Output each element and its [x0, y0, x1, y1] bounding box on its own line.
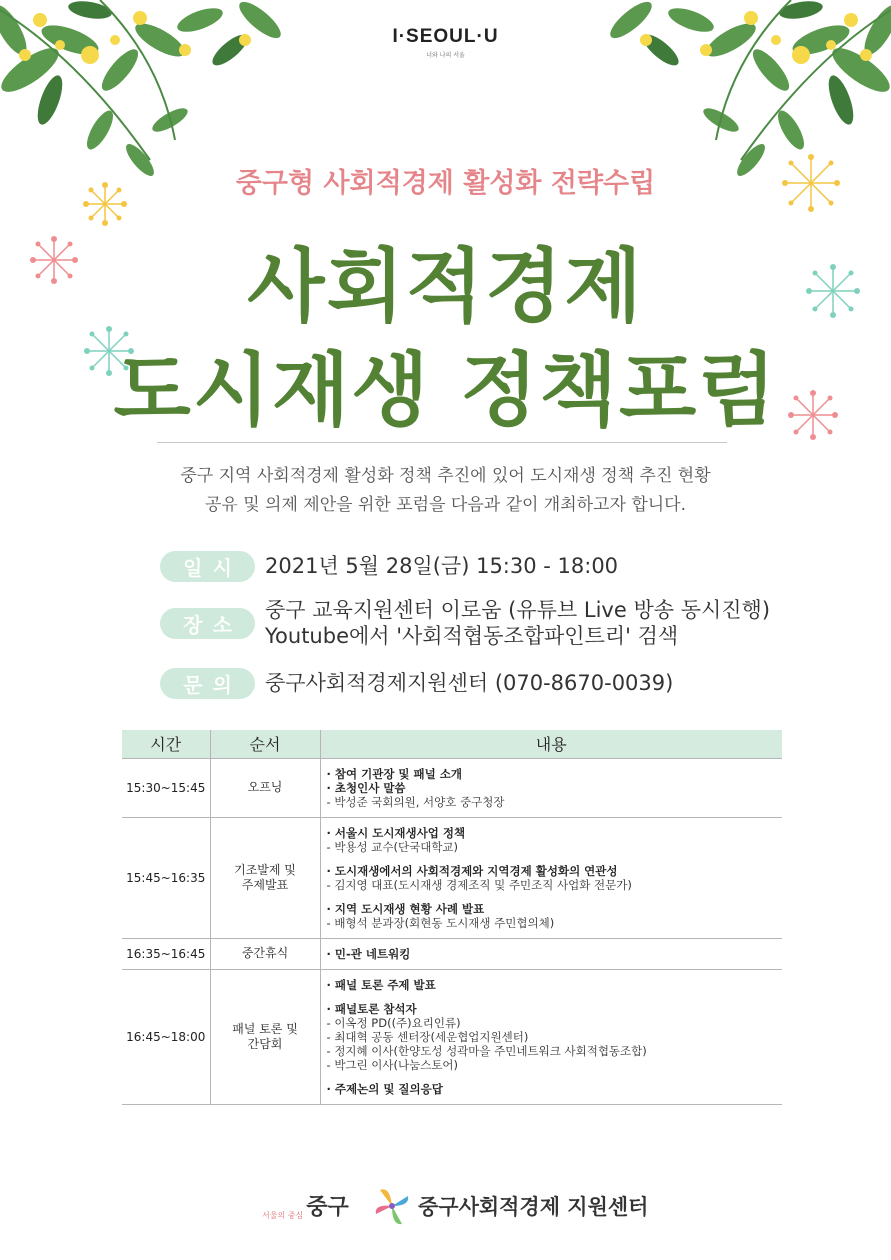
- content-detail: - 이옥정 PD((주)요리인류): [327, 1016, 777, 1030]
- place-row: [160, 598, 771, 649]
- table-row: [122, 817, 782, 938]
- pinwheel-icon: [372, 1184, 412, 1228]
- content-detail: - 박그린 이사(나눔스토어): [327, 1058, 777, 1072]
- content-detail: - 최대혁 공동 센터장(세운협업지원센터): [327, 1030, 777, 1044]
- date-label-char2: 시: [212, 556, 232, 580]
- schedule-order-line: 중간휴식: [241, 946, 289, 960]
- schedule-order-line: 간담회: [247, 1036, 283, 1051]
- date-value: 2021년 5월 28일(금) 15:30 - 18:00: [265, 554, 619, 578]
- schedule-order-line: 오프닝: [247, 780, 283, 794]
- content-item: · 서울시 도시재생사업 정책: [327, 826, 777, 840]
- schedule-content: [320, 817, 782, 938]
- schedule-time: 15:30~15:45: [122, 758, 210, 817]
- schedule-content: [320, 938, 782, 969]
- date-row: [160, 551, 618, 582]
- content-item: · 참여 기관장 및 패널 소개: [327, 767, 777, 781]
- schedule-order: [210, 938, 320, 969]
- contact-row: [160, 668, 673, 699]
- divider: [157, 442, 727, 443]
- schedule-header-row: [122, 730, 782, 758]
- seoul-logo-subtext: 너와 나의 서울: [426, 52, 465, 59]
- contact-label-char1: 문: [183, 673, 203, 697]
- schedule-time: 16:45~18:00: [122, 969, 210, 1104]
- table-row: [122, 969, 782, 1104]
- schedule-time: 15:45~16:35: [122, 817, 210, 938]
- content-detail: - 김지영 대표(도시재생 경제조직 및 주민조직 사업화 전문가): [327, 878, 777, 892]
- content-item: · 주제논의 및 질의응답: [327, 1082, 777, 1096]
- table-row: [122, 758, 782, 817]
- support-center-name: 중구사회적경제 지원센터: [418, 1195, 649, 1219]
- contact-label-char2: 의: [212, 673, 232, 697]
- content-spacer: [327, 1072, 777, 1082]
- content-item: · 초청인사 말씀: [327, 781, 777, 795]
- date-label: [160, 551, 255, 582]
- contact-value: 중구사회적경제지원센터 (070-8670-0039): [265, 671, 674, 695]
- content-spacer: [327, 992, 777, 1002]
- contact-label: [160, 668, 255, 699]
- content-spacer: [327, 892, 777, 902]
- place-label-char2: 소: [212, 613, 232, 637]
- place-label-char1: 장: [183, 613, 203, 637]
- schedule-order: [210, 969, 320, 1104]
- content-item: · 지역 도시재생 현황 사례 발표: [327, 902, 777, 916]
- header-order: 순서: [210, 730, 320, 758]
- content-spacer: [327, 854, 777, 864]
- intro-text: [0, 462, 891, 520]
- schedule-order-line: 패널 토론 및: [232, 1021, 298, 1036]
- intro-line2: 공유 및 의제 제안을 위한 포럼을 다음과 같이 개최하고자 합니다.: [204, 495, 686, 515]
- content-detail: - 정지혜 이사(한양도성 성곽마을 주민네트워크 사회적협동조합): [327, 1044, 777, 1058]
- table-row: [122, 938, 782, 969]
- content-detail: - 배형석 분과장(회현동 도시재생 주민협의체): [327, 916, 777, 930]
- schedule-content: [320, 969, 782, 1104]
- place-value: [265, 597, 770, 649]
- forum-title-line2: 도시재생 정책포럼: [113, 344, 778, 437]
- intro-line1: 중구 지역 사회적경제 활성화 정책 추진에 있어 도시재생 정책 추진 현황: [180, 466, 711, 486]
- content-detail: - 박용성 교수(단국대학교): [327, 840, 777, 854]
- schedule-order-line: 기조발제 및: [234, 862, 296, 877]
- date-label-char1: 일: [183, 556, 203, 580]
- content-item: · 도시재생에서의 사회적경제와 지역경제 활성화의 연관성: [327, 864, 777, 878]
- schedule-time: 16:35~16:45: [122, 938, 210, 969]
- place-value-line1: 중구 교육지원센터 이로움 (유튜브 Live 방송 동시진행): [265, 598, 771, 622]
- footer: [0, 1182, 891, 1232]
- schedule-order: [210, 758, 320, 817]
- content-detail: - 박성준 국회의원, 서양호 중구청장: [327, 795, 777, 809]
- schedule-order: [210, 817, 320, 938]
- schedule-body: [122, 758, 782, 1104]
- content-item: · 패널 토론 주제 발표: [327, 978, 777, 992]
- forum-subtitle: 중구형 사회적경제 활성화 전략수립: [235, 168, 656, 199]
- content-item: · 패널토론 참석자: [327, 1002, 777, 1016]
- place-label: [160, 608, 255, 639]
- seoul-logo-text: I·SEOUL·U: [392, 26, 499, 47]
- schedule-order-line: 주제발표: [241, 877, 289, 892]
- junggu-logo-tagline: 서울의 중심: [262, 1211, 304, 1220]
- header-time: 시간: [122, 730, 210, 758]
- schedule-table: [122, 730, 782, 1105]
- place-value-line2: Youtube에서 '사회적협동조합파인트리' 검색: [265, 624, 679, 648]
- junggu-logo-name: 중구: [306, 1195, 349, 1220]
- junggu-logo: [262, 1190, 349, 1221]
- content-item: · 민-관 네트워킹: [327, 947, 777, 961]
- forum-title-line1: 사회적경제: [247, 240, 644, 333]
- support-center-logo: [372, 1184, 648, 1228]
- header-content: 내용: [320, 730, 782, 758]
- i-seoul-u-logo: [0, 26, 891, 59]
- schedule-content: [320, 758, 782, 817]
